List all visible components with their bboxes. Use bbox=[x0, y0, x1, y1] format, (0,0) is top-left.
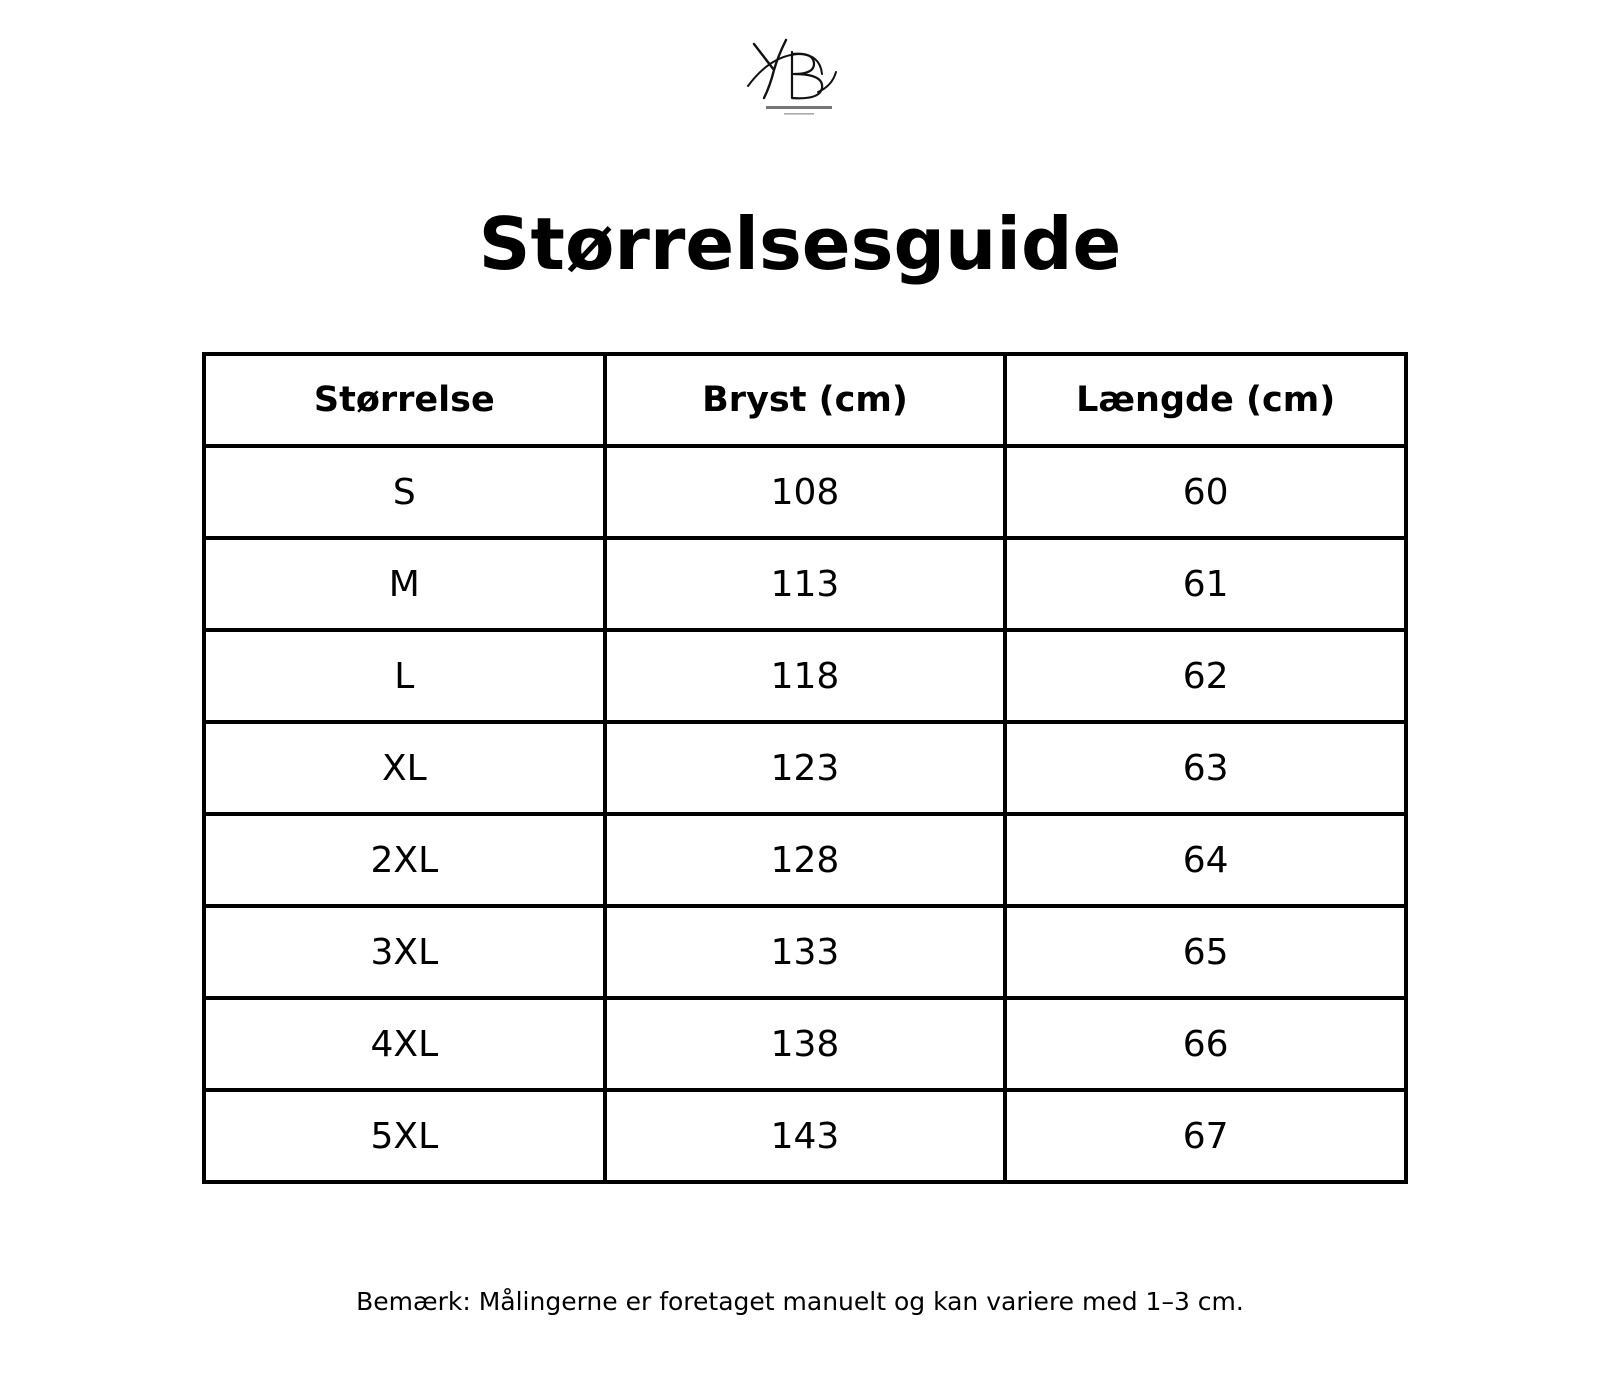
cell-chest: 113 bbox=[605, 538, 1006, 630]
cell-chest: 128 bbox=[605, 814, 1006, 906]
cell-chest: 108 bbox=[605, 446, 1006, 538]
cell-length: 64 bbox=[1005, 814, 1406, 906]
table-row bbox=[204, 722, 1406, 814]
cell-chest: 123 bbox=[605, 722, 1006, 814]
cell-length: 65 bbox=[1005, 906, 1406, 998]
column-header-length: Længde (cm) bbox=[1005, 354, 1406, 446]
table-row bbox=[204, 1090, 1406, 1182]
table-row bbox=[204, 538, 1406, 630]
cell-size: 4XL bbox=[204, 998, 605, 1090]
table-row bbox=[204, 446, 1406, 538]
cell-size: XL bbox=[204, 722, 605, 814]
cell-size: S bbox=[204, 446, 605, 538]
table-row bbox=[204, 906, 1406, 998]
cell-size: 2XL bbox=[204, 814, 605, 906]
table-row bbox=[204, 814, 1406, 906]
column-header-chest: Bryst (cm) bbox=[605, 354, 1006, 446]
size-table bbox=[202, 352, 1408, 1184]
brand-logo bbox=[740, 34, 860, 118]
cell-chest: 138 bbox=[605, 998, 1006, 1090]
cell-chest: 133 bbox=[605, 906, 1006, 998]
cell-length: 60 bbox=[1005, 446, 1406, 538]
cell-chest: 143 bbox=[605, 1090, 1006, 1182]
cell-size: 5XL bbox=[204, 1090, 605, 1182]
cell-size: L bbox=[204, 630, 605, 722]
column-header-size: Størrelse bbox=[204, 354, 605, 446]
cell-size: 3XL bbox=[204, 906, 605, 998]
brand-logo-mark bbox=[740, 34, 860, 118]
measurement-note: Bemærk: Målingerne er foretaget manuelt og kan variere med 1–3 cm. bbox=[356, 1287, 1244, 1316]
table-header-row bbox=[204, 354, 1406, 446]
cell-size: M bbox=[204, 538, 605, 630]
table-row bbox=[204, 998, 1406, 1090]
cell-length: 61 bbox=[1005, 538, 1406, 630]
cell-length: 67 bbox=[1005, 1090, 1406, 1182]
page-title: Størrelsesguide bbox=[478, 202, 1122, 286]
cell-chest: 118 bbox=[605, 630, 1006, 722]
cell-length: 62 bbox=[1005, 630, 1406, 722]
table-row bbox=[204, 630, 1406, 722]
cell-length: 66 bbox=[1005, 998, 1406, 1090]
cell-length: 63 bbox=[1005, 722, 1406, 814]
